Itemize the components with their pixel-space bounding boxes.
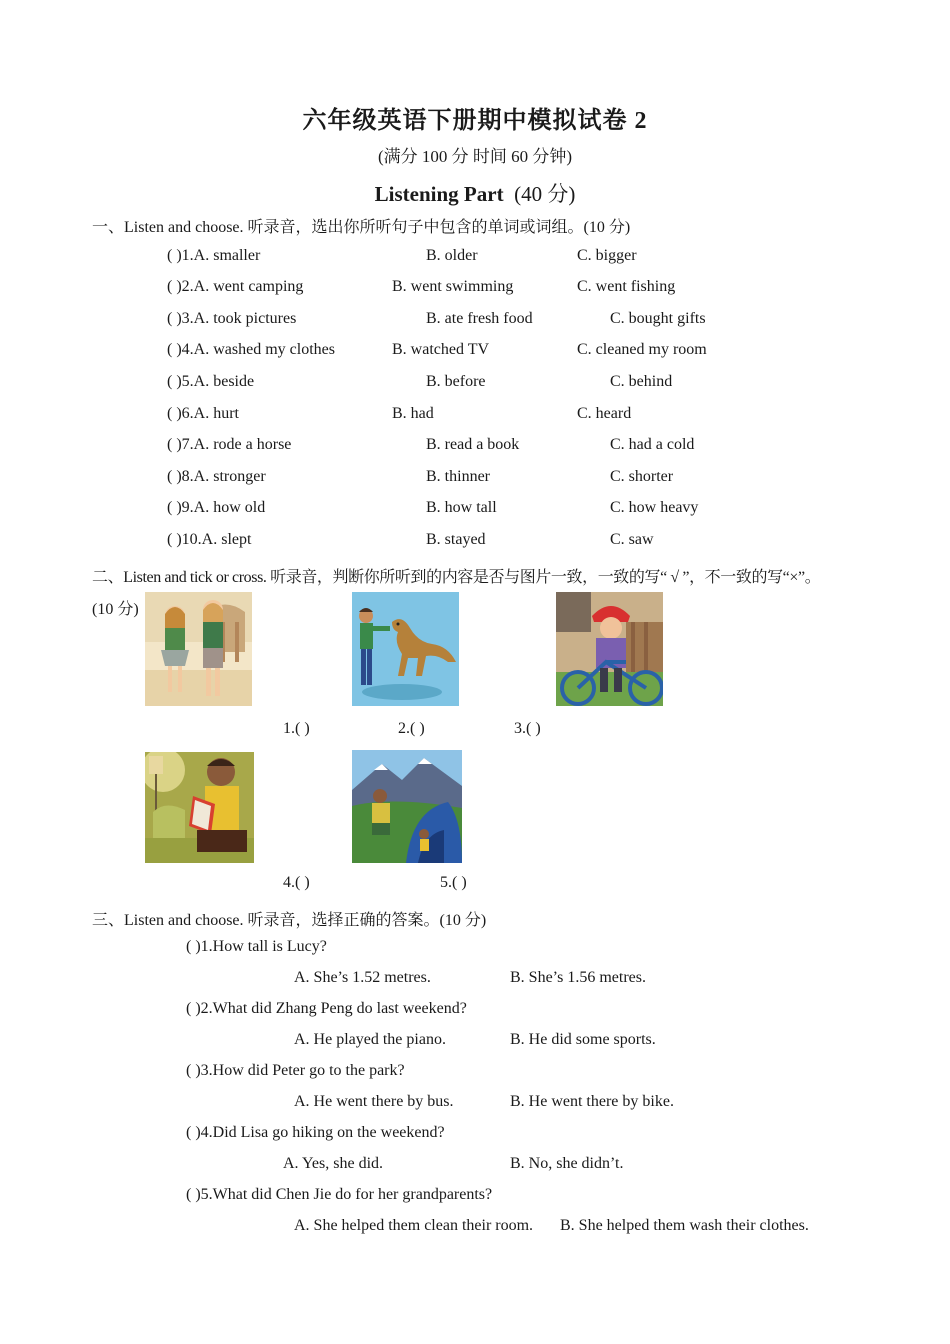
s1-item8-b: B. thinner bbox=[426, 468, 490, 485]
part-name: Listening Part bbox=[374, 182, 504, 206]
s3-q4-b: B. No, she didn’t. bbox=[510, 1155, 624, 1172]
s1-item7-a: ( )7.A. rode a horse bbox=[167, 436, 292, 453]
part-score: (40 分) bbox=[514, 182, 576, 206]
s3-q3-b: B. He went there by bike. bbox=[510, 1093, 674, 1110]
section2-heading: 二、Listen and tick or cross. 听录音，判断你所听到的内容是否与图片一致，一致的写“ √ ”，不一致的写“×”。 bbox=[92, 569, 821, 586]
page-title: 六年级英语下册期中模拟试卷 2 bbox=[302, 108, 648, 134]
s1-item9-c: C. how heavy bbox=[610, 499, 699, 516]
s3-q5-a: A. She helped them clean their room. bbox=[294, 1217, 534, 1234]
s1-item4-a: ( )4.A. washed my clothes bbox=[167, 341, 335, 358]
s3-q1-a: A. She’s 1.52 metres. bbox=[294, 969, 431, 986]
s1-item3-a: ( )3.A. took pictures bbox=[167, 310, 297, 327]
s1-item1-a: ( )1.A. smaller bbox=[167, 247, 261, 264]
s1-item7-c: C. had a cold bbox=[610, 436, 695, 453]
s1-item8-c: C. shorter bbox=[610, 468, 674, 485]
s1-item2-a: ( )2.A. went camping bbox=[167, 278, 304, 295]
s3-q4: ( )4.Did Lisa go hiking on the weekend? bbox=[186, 1124, 445, 1141]
picture-boy-bike bbox=[556, 592, 663, 706]
picture-camping bbox=[352, 750, 462, 863]
s3-q1-b: B. She’s 1.56 metres. bbox=[510, 969, 646, 986]
s3-q4-a: A. Yes, she did. bbox=[283, 1155, 384, 1172]
s1-item6-a: ( )6.A. hurt bbox=[167, 405, 239, 422]
s1-item2-c: C. went fishing bbox=[577, 278, 676, 295]
picture-two-girls bbox=[145, 592, 252, 706]
answer-slot-4[interactable]: 4.( ) bbox=[283, 874, 310, 891]
s3-q2-a: A. He played the piano. bbox=[294, 1031, 446, 1048]
s1-item5-b: B. before bbox=[426, 373, 486, 390]
s3-q2: ( )2.What did Zhang Peng do last weekend? bbox=[186, 1000, 467, 1017]
s1-item4-b: B. watched TV bbox=[392, 341, 490, 358]
section1-heading: 一、Listen and choose. 听录音，选出你所听句子中包含的单词或词组。(10 分) bbox=[92, 219, 631, 236]
s1-item4-c: C. cleaned my room bbox=[577, 341, 707, 358]
s3-q3-a: A. He went there by bus. bbox=[294, 1093, 454, 1110]
part-heading bbox=[0, 178, 950, 208]
s1-item1-b: B. older bbox=[426, 247, 478, 264]
section2-score: (10 分) bbox=[92, 601, 139, 618]
s1-item3-c: C. bought gifts bbox=[610, 310, 706, 327]
s1-item1-c: C. bigger bbox=[577, 247, 637, 264]
s3-q2-b: B. He did some sports. bbox=[510, 1031, 656, 1048]
s1-item3-b: B. ate fresh food bbox=[426, 310, 533, 327]
s1-item10-c: C. saw bbox=[610, 531, 654, 548]
s1-item5-c: C. behind bbox=[610, 373, 673, 390]
s1-item10-b: B. stayed bbox=[426, 531, 486, 548]
answer-slot-2[interactable]: 2.( ) bbox=[398, 720, 425, 737]
s1-item7-b: B. read a book bbox=[426, 436, 520, 453]
s3-q1: ( )1.How tall is Lucy? bbox=[186, 938, 327, 955]
s1-item2-b: B. went swimming bbox=[392, 278, 514, 295]
s1-item6-c: C. heard bbox=[577, 405, 632, 422]
answer-slot-3[interactable]: 3.( ) bbox=[514, 720, 541, 737]
picture-boy-dinosaur bbox=[352, 592, 459, 706]
s1-item6-b: B. had bbox=[392, 405, 434, 422]
page-subtitle: (满分 100 分 时间 60 分钟) bbox=[377, 147, 573, 166]
s1-item9-b: B. how tall bbox=[426, 499, 497, 516]
s3-q5-b: B. She helped them wash their clothes. bbox=[560, 1217, 809, 1234]
s1-item5-a: ( )5.A. beside bbox=[167, 373, 255, 390]
s1-item8-a: ( )8.A. stronger bbox=[167, 468, 266, 485]
answer-slot-1[interactable]: 1.( ) bbox=[283, 720, 310, 737]
picture-boy-reading bbox=[145, 752, 254, 863]
s1-item9-a: ( )9.A. how old bbox=[167, 499, 266, 516]
s3-q3: ( )3.How did Peter go to the park? bbox=[186, 1062, 405, 1079]
s1-item10-a: ( )10.A. slept bbox=[167, 531, 252, 548]
answer-slot-5[interactable]: 5.( ) bbox=[440, 874, 467, 891]
s3-q5: ( )5.What did Chen Jie do for her grandparents? bbox=[186, 1186, 493, 1203]
section3-heading: 三、Listen and choose. 听录音，选择正确的答案。(10 分) bbox=[92, 912, 487, 929]
